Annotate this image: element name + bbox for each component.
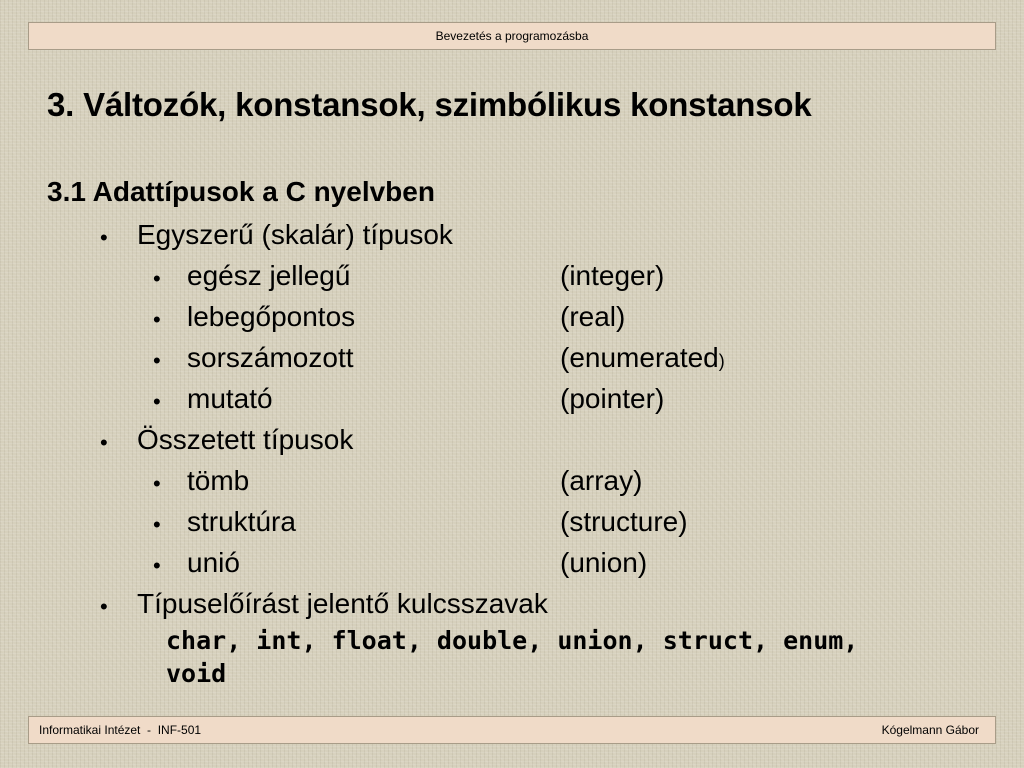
bullet-marker: • — [153, 553, 161, 578]
bullet-marker: • — [153, 307, 161, 332]
type-name-hu: egész jellegű — [187, 260, 351, 291]
type-name-hu: struktúra — [187, 506, 296, 537]
type-name-hu: mutató — [187, 383, 273, 414]
type-name-en: (structure) — [560, 506, 688, 537]
bullet-marker: • — [153, 471, 161, 496]
type-name-en: (union) — [560, 547, 648, 578]
bullet-marker: • — [100, 594, 108, 619]
footer-left: Informatikai Intézet - INF-501 — [39, 723, 202, 737]
bullet-marker: • — [153, 348, 161, 373]
footer-bar — [28, 716, 996, 744]
type-name-en: (integer) — [560, 260, 665, 291]
keywords-line-1: char, int, float, double, union, struct, enum, — [166, 626, 859, 655]
type-name-en: (pointer) — [560, 383, 665, 414]
header-title: Bevezetés a programozásba — [435, 29, 589, 43]
bullet-marker: • — [153, 266, 161, 291]
type-name-en: (real) — [560, 301, 626, 332]
slide-title: 3. Változók, konstansok, szimbólikus konstansok — [47, 86, 812, 123]
bullet-marker: • — [153, 389, 161, 414]
type-name-en-tail: ) — [718, 351, 725, 371]
section-heading: 3.1 Adattípusok a C nyelvben — [47, 176, 435, 207]
keywords-line-2: void — [166, 659, 227, 688]
type-name-hu: tömb — [187, 465, 250, 496]
bullet-marker: • — [153, 512, 161, 537]
group-label-composite-types: Összetett típusok — [137, 424, 354, 455]
type-name-en — [560, 344, 725, 372]
header-bar — [28, 22, 996, 50]
footer-right: Kógelmann Gábor — [881, 723, 979, 737]
group-label-simple-types: Egyszerű (skalár) típusok — [137, 219, 453, 250]
type-name-en-text: (enumerated — [560, 342, 719, 373]
type-name-en: (array) — [560, 465, 643, 496]
type-name-hu: unió — [187, 547, 240, 578]
type-name-hu: lebegőpontos — [187, 301, 356, 332]
type-name-hu: sorszámozott — [187, 342, 354, 373]
bullet-marker: • — [100, 430, 108, 455]
bullet-marker: • — [100, 225, 108, 250]
group-label-keywords: Típuselőírást jelentő kulcsszavak — [137, 588, 548, 619]
